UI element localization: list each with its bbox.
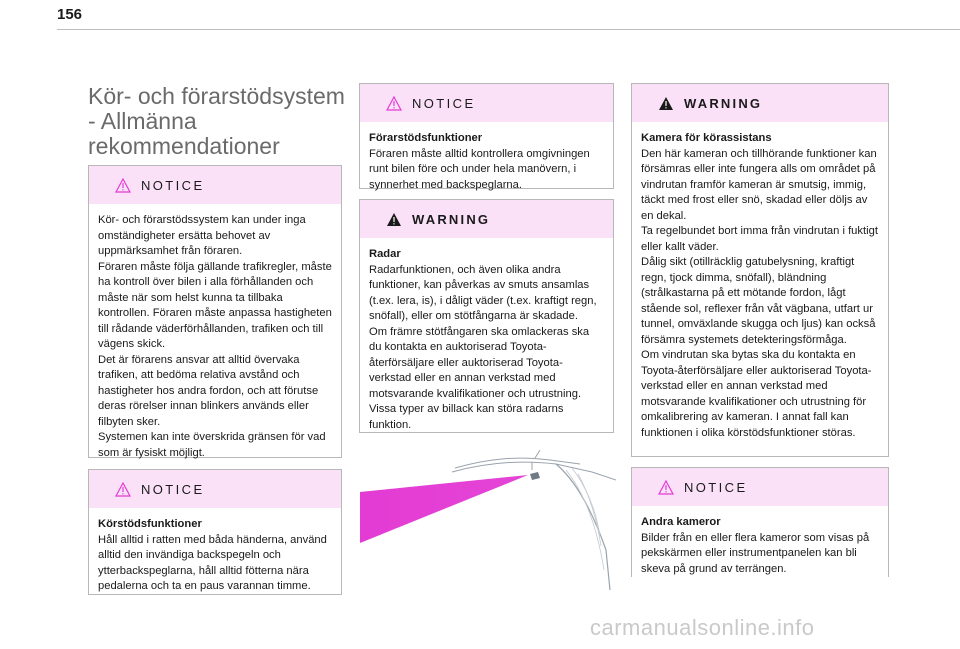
- notice-body: [360, 122, 613, 193]
- warning-box-camera: [631, 83, 889, 457]
- notice-label: NOTICE: [141, 481, 205, 497]
- notice-text: Kör- och förarstödssystem kan under inga omständigheter ersätta behovet av uppmärksamhet från föraren. Föraren måste följa gällande trafikregler, måste ha kontroll över bilen i alla förhållanden och måste när som helst kunna ta tillbaka kontrollen. Föraren måste anpassa hastigheten till rådande väderförhållanden, trafiken och till vägens skick. Det är förarens ansvar att alltid övervaka trafiken, att bedöma relativa avstånd och hastigheter hos andra fordon, och att förutse deras rörelser innan blinkers används eller filbyten sker. Systemen kan inte överskrida gränsen för vad som är fysiskt möjligt.: [98, 214, 332, 459]
- warning-title: Radar: [369, 248, 401, 260]
- notice-box-other-cameras: [631, 467, 889, 577]
- page-number: 156: [57, 6, 83, 23]
- notice-label: NOTICE: [412, 95, 476, 111]
- warning-outline-icon: [115, 482, 131, 497]
- notice-body: [89, 204, 341, 461]
- warning-outline-icon: [658, 480, 674, 495]
- watermark: carmanualsonline.info: [590, 615, 815, 640]
- notice-title: Körstödsfunktioner: [98, 518, 202, 530]
- notice-body: [89, 508, 341, 595]
- notice-header: [632, 468, 888, 506]
- warning-box-radar: [359, 199, 614, 433]
- notice-header: [360, 84, 613, 122]
- warning-body: [632, 122, 888, 441]
- warning-filled-icon: [386, 212, 402, 227]
- warning-label: WARNING: [684, 95, 763, 111]
- section-title: Kör- och förarstödsystem - Allmänna rekommendationer: [88, 83, 345, 159]
- notice-box-driving-aids: [88, 469, 342, 595]
- warning-outline-icon: [386, 96, 402, 111]
- notice-header: [89, 470, 341, 508]
- notice-box-general: [88, 165, 342, 458]
- notice-label: NOTICE: [684, 479, 748, 495]
- notice-text: Håll alltid i ratten med båda händerna, använd alltid den invändiga backspegeln och ytterbackspeglarna, håll alltid fötterna nära pedalerna och ta en paus varannan timme.: [98, 533, 327, 592]
- warning-label: WARNING: [412, 211, 491, 227]
- car-camera-illustration: [360, 450, 616, 590]
- warning-header: [360, 200, 613, 238]
- warning-text: Den här kameran och tillhörande funktioner kan försämras eller inte fungera alls om området på vindrutan framför kameran är smutsig, immig, täckt med frost eller snö, skadad eller döljs av en dekal. Ta regelbundet bort imma från vindrutan i fuktigt eller kallt väder. Dålig sikt (otillräcklig gatubelysning, kraftigt regn, tjock dimma, snöfall), bländning (strålkastarna på ett mötande fordon, lågt stående sol, reflexer från våt vägbana, utfart ur tunnel, omväxlande skugga och ljus) kan också försämra systemets detekteringsförmåga. Om vindrutan ska bytas ska du kontakta en Toyota-återförsäljare eller auktoriserad Toyota-verkstad eller en annan verkstad med motsvarande kvalifikationer och utrustning för omkalibrering av kameran. I annat fall kan funktionen i olika körstödsfunktioner störas.: [641, 147, 878, 439]
- notice-label: NOTICE: [141, 177, 205, 193]
- warning-outline-icon: [115, 178, 131, 193]
- warning-text: Radarfunktionen, och även olika andra funktioner, kan påverkas av smuts ansamlas (t.ex. lera, is), i dåligt väder (t.ex. kraftigt regn, snöfall), eller om stötfångarna är skadade. Om främre stötfångaren ska omlackeras ska du kontakta en auktoriserad Toyota-återförsäljare eller auktoriserad Toyota-verkstad eller en annan verkstad med motsvarande kvalifikationer och utrustning. Vissa typer av billack kan störa radarns funktion.: [369, 263, 597, 431]
- notice-text: Bilder från en eller flera kameror som visas på pekskärmen eller instrumentpanelen kan bli skeva på grund av terrängen.: [641, 531, 870, 575]
- warning-title: Kamera för körassistans: [641, 132, 772, 144]
- notice-body: [632, 506, 888, 577]
- warning-header: [632, 84, 888, 122]
- notice-title: Andra kameror: [641, 516, 721, 528]
- notice-header: [89, 166, 341, 204]
- notice-title: Förarstödsfunktioner: [369, 132, 483, 144]
- warning-body: [360, 238, 613, 433]
- warning-filled-icon: [658, 96, 674, 111]
- notice-box-driver-assist: [359, 83, 614, 189]
- header-divider: [57, 29, 960, 30]
- notice-text: Föraren måste alltid kontrollera omgivningen runt bilen före och under hela manövern, i synnerhet med backspeglarna.: [369, 147, 590, 191]
